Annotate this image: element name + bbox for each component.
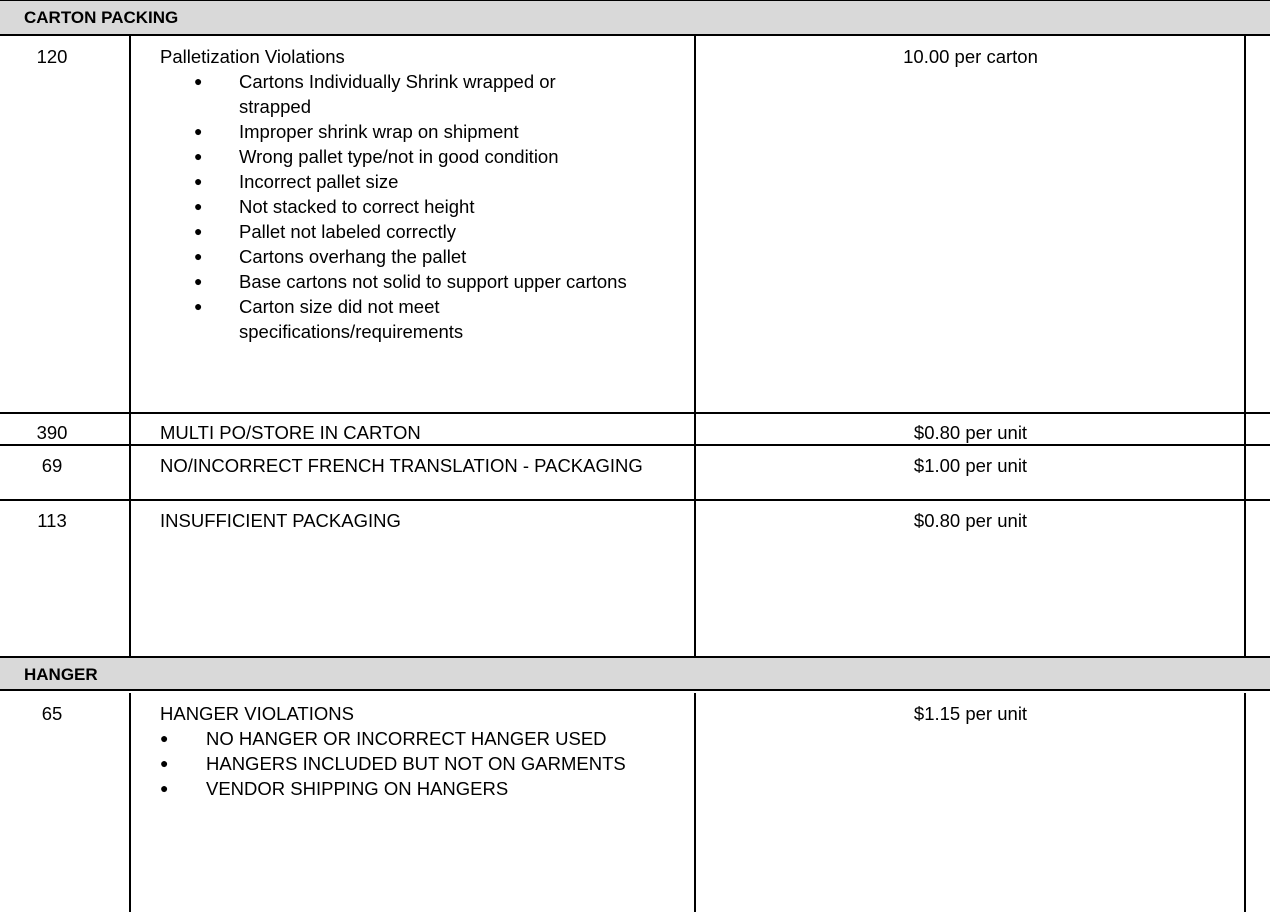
bullet-icon: ●: [194, 148, 203, 164]
list-item: ● Cartons Individually Shrink wrapped or strapped: [194, 71, 556, 117]
violation-bullet-list: [160, 69, 630, 344]
bullet-icon: ●: [194, 173, 203, 189]
list-item: ● HANGERS INCLUDED BUT NOT ON GARMENTS: [160, 753, 626, 774]
violation-code: 65: [41, 703, 63, 724]
bullet-icon: ●: [194, 198, 203, 214]
row-divider: [0, 444, 1270, 446]
column-divider: [1244, 693, 1246, 912]
list-item: ● Wrong pallet type/not in good condition: [194, 146, 559, 167]
list-item: ● NO HANGER OR INCORRECT HANGER USED: [160, 728, 607, 749]
violation-fee: $0.80 per unit: [913, 510, 1028, 531]
bullet-icon: ●: [194, 223, 203, 239]
bullet-icon: ●: [160, 755, 169, 771]
section-title: CARTON PACKING: [24, 8, 179, 27]
list-item: ● VENDOR SHIPPING ON HANGERS: [160, 778, 509, 799]
list-item: ● Base cartons not solid to support upper cartons: [194, 271, 627, 292]
violation-title: HANGER VIOLATIONS: [160, 703, 354, 724]
violation-code: 69: [41, 455, 63, 476]
list-item: ● Incorrect pallet size: [194, 171, 399, 192]
violation-description: MULTI PO/STORE IN CARTON: [160, 422, 421, 443]
bullet-icon: ●: [194, 298, 203, 314]
bullet-icon: ●: [194, 73, 203, 89]
list-item: ● Pallet not labeled correctly: [194, 221, 456, 242]
violation-code: 113: [37, 510, 67, 531]
violation-title: Palletization Violations: [160, 46, 345, 67]
violation-description: NO/INCORRECT FRENCH TRANSLATION - PACKAGING: [160, 455, 643, 476]
bullet-icon: ●: [194, 123, 203, 139]
section-title: HANGER: [24, 665, 98, 684]
bullet-icon: ●: [194, 273, 203, 289]
violation-fee: $0.80 per unit: [913, 422, 1028, 443]
column-divider: [129, 693, 131, 912]
violation-description: [160, 701, 690, 801]
violation-fee: $1.15 per unit: [913, 703, 1028, 724]
list-item: ● Carton size did not meet specifications/requirements: [194, 296, 464, 342]
section-header-hanger: [0, 656, 1270, 691]
list-item: ● Not stacked to correct height: [194, 196, 475, 217]
section-header-carton-packing: [0, 0, 1270, 36]
violation-description: INSUFFICIENT PACKAGING: [160, 510, 401, 531]
column-divider: [694, 36, 696, 658]
violation-fee: $1.00 per unit: [913, 455, 1028, 476]
bullet-icon: ●: [160, 730, 169, 746]
violation-code: 390: [36, 422, 68, 443]
list-item: ● Improper shrink wrap on shipment: [194, 121, 519, 142]
list-item: ● Cartons overhang the pallet: [194, 246, 467, 267]
bullet-icon: ●: [160, 780, 169, 796]
row-divider: [0, 412, 1270, 414]
column-divider: [694, 693, 696, 912]
violation-description: [160, 44, 690, 344]
violation-fee: 10.00 per carton: [903, 46, 1038, 67]
row-divider: [0, 499, 1270, 501]
violation-bullet-list: [160, 726, 690, 801]
column-divider: [129, 36, 131, 658]
bullet-icon: ●: [194, 248, 203, 264]
violation-code: 120: [36, 46, 68, 67]
column-divider: [1244, 36, 1246, 658]
